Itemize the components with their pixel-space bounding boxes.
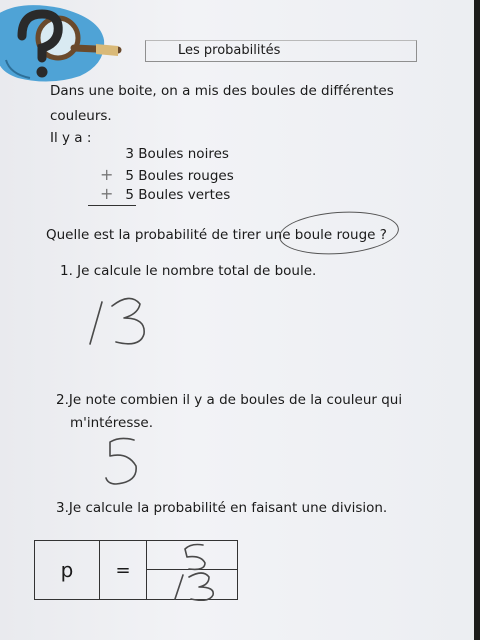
item-label: Boules rouges: [138, 168, 234, 184]
intro-line-1: Dans une boite, on a mis des boules de différentes: [50, 83, 394, 99]
page-title: Les probabilités: [145, 40, 417, 62]
il-y-a-label: Il y a :: [50, 130, 92, 146]
probability-table: [34, 540, 238, 600]
item-count: 5: [125, 187, 134, 203]
question-magnifier-icon: [0, 0, 130, 90]
item-count: 3: [125, 146, 134, 162]
question-circled: une boule rouge ?: [265, 227, 387, 243]
handwritten-answer-5: [98, 432, 148, 488]
fraction-cell[interactable]: [147, 541, 238, 600]
intro-line-2: couleurs.: [50, 108, 112, 124]
step-1: 1. Je calcule le nombre total de boule.: [60, 263, 317, 279]
step-3: 3.Je calcule la probabilité en faisant une division.: [56, 500, 388, 516]
item-count: 5: [125, 168, 134, 184]
step-2-line-2: m'intéresse.: [70, 415, 153, 431]
item-sign: +: [100, 184, 114, 203]
list-item: [100, 146, 229, 162]
list-item: [100, 184, 230, 203]
item-label: Boules vertes: [138, 187, 231, 203]
list-item: [100, 165, 234, 184]
item-sign: +: [100, 165, 114, 184]
step-2-line-1: 2.Je note combien il y a de boules de la couleur qui: [56, 392, 403, 408]
p-cell: p: [35, 541, 100, 600]
pencil-circle-mark: [278, 208, 401, 258]
item-label: Boules noires: [138, 146, 229, 162]
handwritten-fraction: [169, 541, 229, 601]
handwritten-answer-13: [80, 292, 160, 352]
question-main: Quelle est la probabilité de tirer: [46, 227, 261, 243]
sum-rule: [88, 205, 136, 206]
equals-cell: =: [100, 541, 147, 600]
